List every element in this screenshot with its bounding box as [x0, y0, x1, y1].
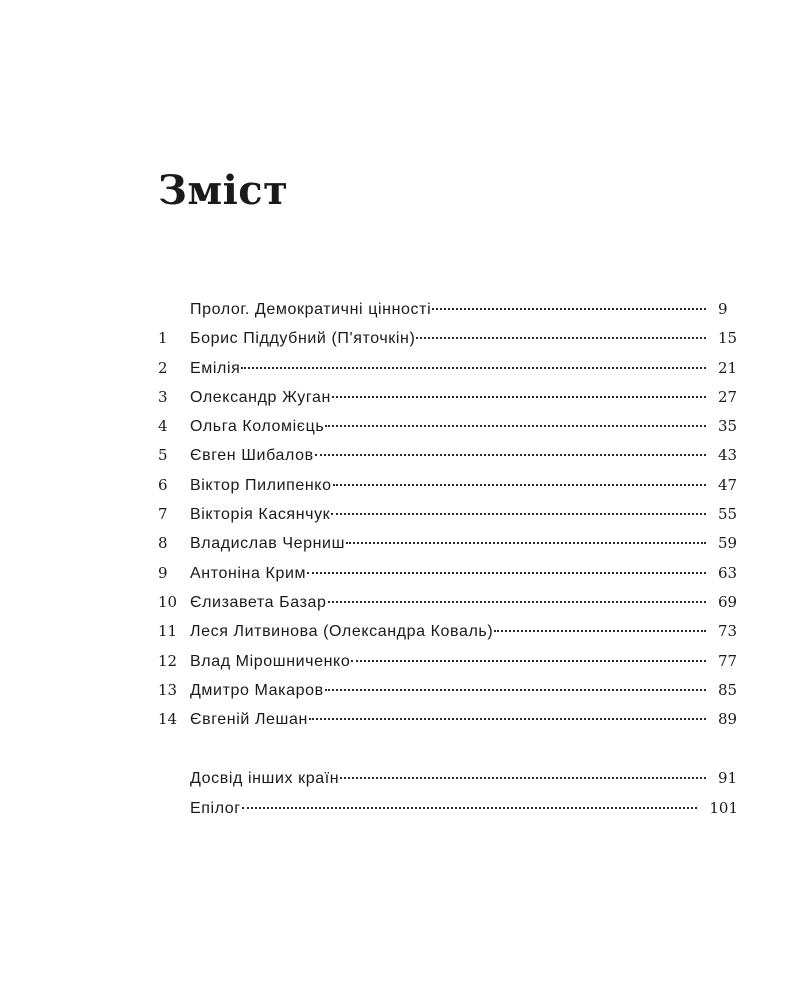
toc-entry-number: 13: [158, 680, 178, 699]
toc-entry-title: Олександр Жуган: [190, 388, 331, 406]
dot-leader: [351, 660, 706, 662]
dot-leader: [309, 718, 706, 720]
toc-entry-page: 89: [718, 710, 738, 729]
toc-entry-page: 59: [718, 534, 738, 553]
toc-entry-page: 101: [709, 798, 738, 817]
dot-leader: [325, 425, 706, 427]
toc-entry-page: 21: [718, 358, 738, 377]
toc-entry-page: 85: [718, 680, 738, 699]
toc-entry-page: 63: [718, 563, 738, 582]
toc-entry-page: 27: [718, 387, 738, 406]
toc-entry-chapter-7[interactable]: [158, 500, 738, 529]
toc-entry-number: 4: [158, 417, 168, 436]
section-spacer: [158, 734, 738, 764]
toc-entry-other-countries[interactable]: [158, 764, 738, 793]
dot-leader: [333, 484, 706, 486]
toc-entry-number: 8: [158, 534, 168, 553]
toc-entry-title: Борис Піддубний (П'яточкін): [190, 330, 416, 348]
toc-entry-page: 9: [718, 300, 728, 318]
toc-entry-chapter-6[interactable]: [158, 471, 738, 500]
toc-entry-page: 35: [718, 417, 738, 436]
toc-entry-number: 2: [158, 358, 168, 377]
toc-entry-title: Антоніна Крим: [190, 564, 307, 582]
toc-entry-number: 12: [158, 651, 178, 670]
toc-entry-title: Єлизавета Базар: [190, 593, 327, 611]
dot-leader: [432, 308, 706, 310]
dot-leader: [494, 630, 706, 632]
toc-entry-number: 14: [158, 710, 178, 729]
toc-entry-chapter-4[interactable]: [158, 412, 738, 441]
toc-entry-title: Віктор Пилипенко: [190, 476, 332, 494]
toc-entry-page: 43: [718, 446, 738, 465]
dot-leader: [241, 367, 706, 369]
table-of-contents: [158, 295, 738, 823]
toc-entry-title: Досвід інших країн: [190, 770, 340, 788]
toc-entry-number: 1: [158, 329, 168, 348]
toc-entry-page: 73: [718, 622, 738, 641]
toc-entry-title: Євген Шибалов: [190, 447, 314, 465]
toc-entry-chapter-14[interactable]: [158, 705, 738, 734]
toc-entry-chapter-12[interactable]: [158, 647, 738, 676]
toc-entry-title: Владислав Черниш: [190, 535, 346, 553]
toc-entry-title: Євгеній Лешан: [190, 711, 308, 729]
toc-entry-chapter-13[interactable]: [158, 676, 738, 705]
toc-entry-number: 5: [158, 446, 168, 465]
toc-entry-page: 47: [718, 475, 738, 494]
toc-entry-prologue[interactable]: [158, 295, 738, 324]
toc-entry-page: 77: [718, 651, 738, 670]
toc-entry-number: 10: [158, 592, 178, 611]
dot-leader: [242, 807, 698, 809]
toc-entry-page: 55: [718, 505, 738, 524]
dot-leader: [307, 572, 706, 574]
toc-entry-number: 11: [158, 622, 178, 641]
dot-leader: [416, 337, 706, 339]
toc-entry-chapter-3[interactable]: [158, 383, 738, 412]
toc-entry-title: Епілог: [190, 799, 241, 817]
toc-entry-chapter-5[interactable]: [158, 441, 738, 470]
toc-entry-number: 6: [158, 475, 168, 494]
dot-leader: [331, 513, 706, 515]
toc-entry-title: Вікторія Касянчук: [190, 506, 331, 524]
toc-entry-chapter-2[interactable]: [158, 354, 738, 383]
dot-leader: [328, 601, 706, 603]
toc-entry-title: Пролог. Демократичні цінності: [190, 301, 432, 318]
toc-entry-number: 7: [158, 505, 168, 524]
toc-entry-epilogue[interactable]: [158, 794, 738, 823]
toc-entry-number: 3: [158, 387, 168, 406]
toc-entry-chapter-8[interactable]: [158, 529, 738, 558]
toc-entry-title: Ольга Коломієць: [190, 418, 325, 436]
dot-leader: [346, 542, 706, 544]
page-title: Зміст: [158, 167, 289, 214]
toc-entry-chapter-10[interactable]: [158, 588, 738, 617]
dot-leader: [325, 689, 706, 691]
toc-entry-number: 9: [158, 563, 168, 582]
dot-leader: [315, 454, 706, 456]
dot-leader: [340, 777, 706, 779]
toc-entry-chapter-9[interactable]: [158, 559, 738, 588]
toc-entry-page: 91: [718, 769, 738, 788]
toc-entry-chapter-1[interactable]: [158, 324, 738, 353]
toc-entry-title: Влад Мірошниченко: [190, 652, 351, 670]
toc-entry-title: Емілія: [190, 359, 241, 377]
toc-entry-title: Леся Литвинова (Олександра Коваль): [190, 623, 494, 641]
toc-entry-page: 69: [718, 592, 738, 611]
toc-entry-page: 15: [718, 329, 738, 348]
toc-entry-title: Дмитро Макаров: [190, 681, 324, 699]
dot-leader: [332, 396, 706, 398]
toc-entry-chapter-11[interactable]: [158, 617, 738, 646]
